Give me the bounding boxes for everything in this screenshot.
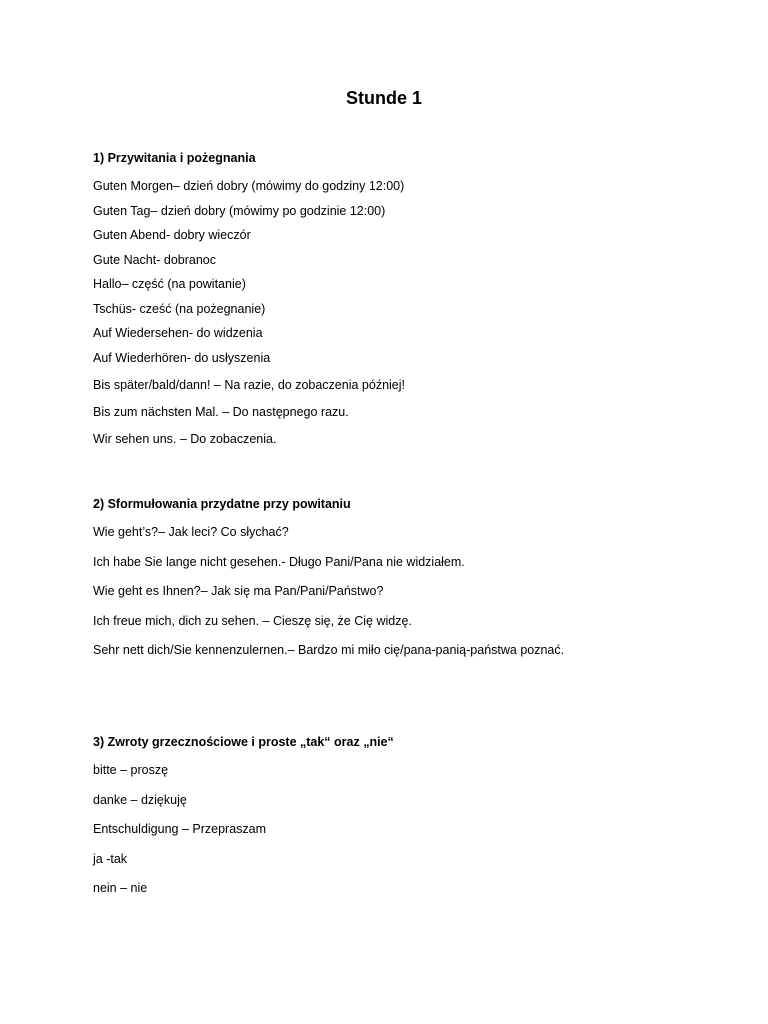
phrase-line: Guten Tag– dzień dobry (mówimy po godzinie 12:00): [93, 203, 386, 218]
phrase-line: Bis später/bald/dann! – Na razie, do zobaczenia później!: [93, 377, 405, 392]
phrase-line: Ich habe Sie lange nicht gesehen.- Długo Pani/Pana nie widziałem.: [93, 554, 465, 569]
phrase-line: danke – dziękuję: [93, 792, 187, 807]
phrase-line: Auf Wiedersehen- do widzenia: [93, 326, 263, 340]
section-heading: 3) Zwroty grzecznościowe i proste „tak“ oraz „nie“: [93, 735, 394, 749]
phrase-line: Entschuldigung – Przepraszam: [93, 822, 267, 836]
phrase-line: Auf Wiederhören- do usłyszenia: [93, 350, 271, 365]
phrase-line: ja -tak: [93, 851, 128, 866]
phrase-line: Tschüs- cześć (na pożegnanie): [93, 301, 266, 316]
phrase-line: bitte – proszę: [93, 763, 169, 777]
phrase-line: Wir sehen uns. – Do zobaczenia.: [93, 431, 277, 446]
section-polite-phrases: [93, 734, 713, 910]
phrase-line: nein – nie: [93, 881, 148, 895]
phrase-line: Guten Abend- dobry wieczór: [93, 228, 251, 242]
phrase-line: Guten Morgen– dzień dobry (mówimy do godziny 12:00): [93, 179, 405, 193]
phrase-line: Sehr nett dich/Sie kennenzulernen.– Bardzo mi miło cię/pana-panią-państwa poznać.: [93, 643, 565, 657]
section-heading: 1) Przywitania i pożegnania: [93, 151, 256, 165]
section-greeting-phrases: [93, 496, 713, 672]
phrase-line: Wie geht’s?– Jak leci? Co słychać?: [93, 525, 289, 539]
section-greetings: [93, 150, 713, 458]
phrase-line: Gute Nacht- dobranoc: [93, 252, 216, 267]
phrase-line: Ich freue mich, dich zu sehen. – Cieszę się, że Cię widzę.: [93, 613, 412, 628]
phrase-line: Hallo– część (na powitanie): [93, 277, 246, 291]
page-title: Stunde 1: [345, 88, 422, 108]
section-heading: 2) Sformułowania przydatne przy powitaniu: [93, 497, 351, 511]
phrase-line: Wie geht es Ihnen?– Jak się ma Pan/Pani/Państwo?: [93, 584, 384, 598]
phrase-line: Bis zum nächsten Mal. – Do następnego razu.: [93, 404, 349, 419]
